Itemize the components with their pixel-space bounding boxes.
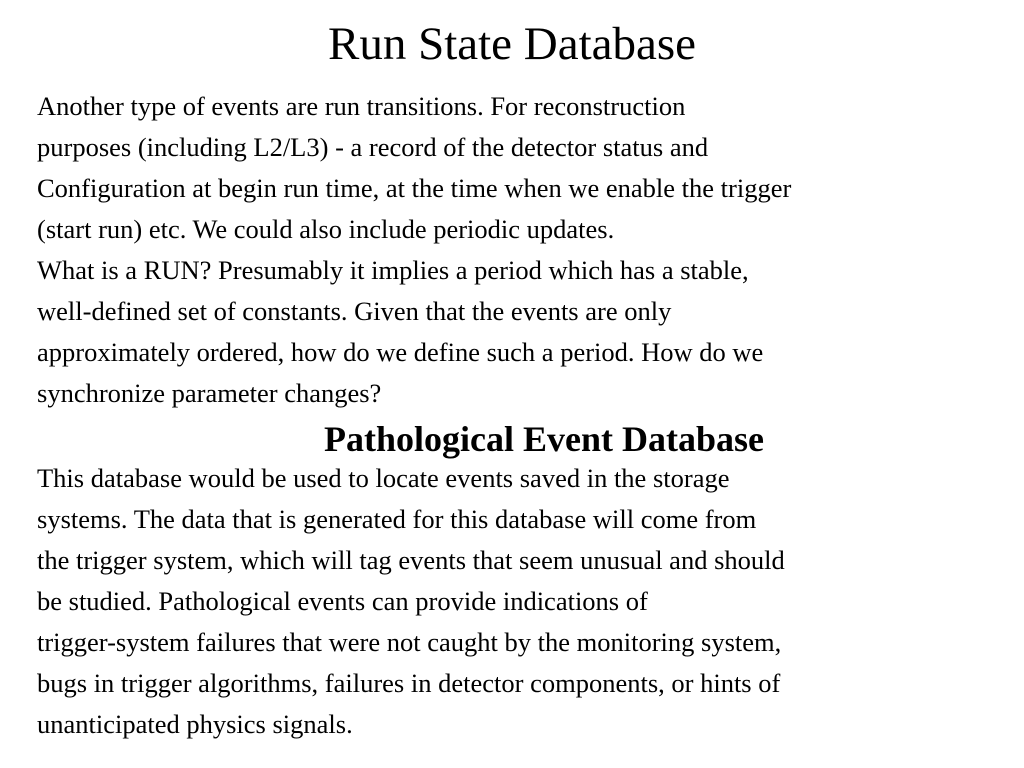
text-line: This database would be used to locate events saved in the storage [37, 463, 730, 493]
pathological-event-paragraph [37, 458, 1017, 745]
text-line: Another type of events are run transitions. For reconstruction [37, 91, 686, 121]
text-line: approximately ordered, how do we define such a period. How do we [37, 337, 764, 367]
text-line: Configuration at begin run time, at the time when we enable the trigger [37, 173, 792, 203]
run-state-paragraph [37, 86, 1017, 414]
text-line: synchronize parameter changes? [37, 378, 382, 408]
text-line: What is a RUN? Presumably it implies a period which has a stable, [37, 255, 749, 285]
text-line: be studied. Pathological events can provide indications of [37, 586, 648, 616]
text-line: purposes (including L2/L3) - a record of the detector status and [37, 132, 709, 162]
text-line: the trigger system, which will tag events that seem unusual and should [37, 545, 785, 575]
text-line: systems. The data that is generated for this database will come from [37, 504, 757, 534]
section-heading: Pathological Event Database [324, 419, 764, 459]
slide-title: Run State Database [327, 18, 697, 70]
text-line: trigger-system failures that were not caught by the monitoring system, [37, 627, 782, 657]
text-line: (start run) etc. We could also include periodic updates. [37, 214, 615, 244]
text-line: bugs in trigger algorithms, failures in detector components, or hints of [37, 668, 781, 698]
text-line: unanticipated physics signals. [37, 709, 353, 739]
text-line: well-defined set of constants. Given that the events are only [37, 296, 672, 326]
